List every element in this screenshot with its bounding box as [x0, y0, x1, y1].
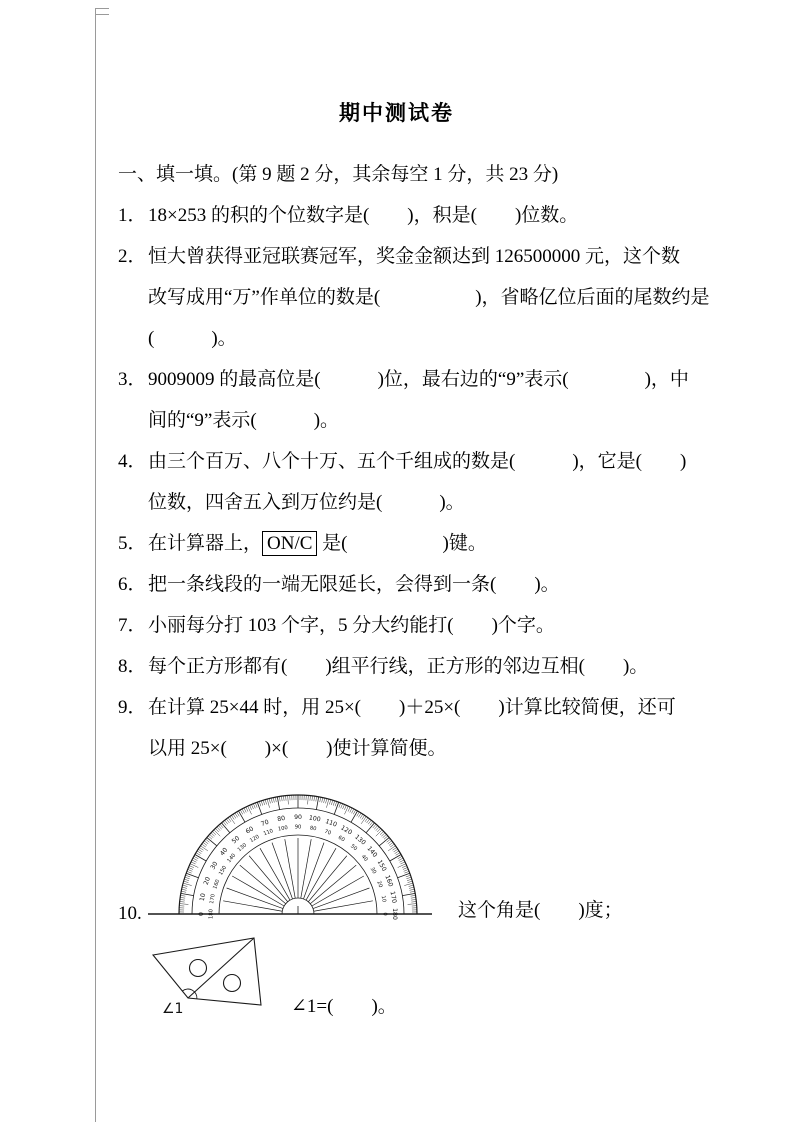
protractor-degree-label: 30: [209, 860, 220, 871]
page-border-left: [95, 8, 96, 1122]
protractor-degree-label: 80: [309, 825, 317, 833]
question-text: 在计算器上，: [148, 533, 263, 554]
protractor-degree-label: 40: [218, 846, 230, 858]
protractor-degree-label: 0: [381, 912, 388, 916]
protractor-caption: 这个角是( )度；: [458, 900, 623, 921]
question-item: [118, 687, 743, 769]
protractor-degree-label: 80: [276, 814, 286, 824]
question-text-line: 间的“9”表示( )。: [148, 410, 340, 431]
protractor-degree-label: 50: [230, 834, 242, 846]
question-body: [148, 359, 743, 441]
question-item: [118, 646, 743, 687]
protractor-degree-label: 160: [212, 878, 222, 891]
protractor-degree-label: 110: [324, 818, 338, 829]
protractor-degree-label: 180: [208, 909, 215, 919]
protractor-degree-label: 60: [336, 834, 346, 844]
question-item: [118, 195, 743, 236]
question-number: 5．: [118, 533, 147, 554]
section-header: 一、填一填。(第 9 题 2 分，其余每空 1 分，共 23 分): [118, 164, 559, 185]
question-number: 2．: [118, 246, 147, 267]
protractor-degree-label: 10: [198, 892, 208, 902]
question-text-line: [148, 523, 743, 564]
question-number: 7．: [118, 615, 147, 636]
question-text-line: 由三个百万、八个十万、五个千组成的数是( )，它是( ): [148, 451, 687, 472]
protractor-degree-label: 20: [202, 876, 212, 886]
question-text-line: 在计算 25×44 时，用 25×( )＋25×( )计算比较简便，还可: [148, 697, 676, 718]
angle-shape-figure: [148, 935, 283, 1017]
question-text-line: 位数，四舍五入到万位约是( )。: [148, 492, 465, 513]
protractor-degree-label: 140: [226, 852, 238, 865]
angle-caption: ∠1=( )。: [291, 996, 397, 1017]
question-number: 4．: [118, 451, 147, 472]
protractor-degree-label: 70: [323, 828, 332, 837]
question-number: 1．: [118, 205, 147, 226]
protractor-degree-label: 170: [208, 893, 217, 905]
protractor-degree-label: 170: [388, 890, 398, 904]
question-number: 3．: [118, 369, 147, 390]
question-text-line: ( )。: [148, 328, 237, 349]
question-item: [118, 523, 743, 564]
angle-shape-slot: [148, 935, 283, 1023]
question-10-part2: [148, 935, 743, 1023]
protractor-degree-label: 130: [353, 833, 367, 847]
question-text-line: 把一条线段的一端无限延长，会得到一条( )。: [148, 574, 560, 595]
question-text-line: 以用 25×( )×( )使计算简便。: [148, 738, 447, 759]
protractor-degree-label: 160: [383, 874, 394, 888]
protractor-degree-label: 150: [218, 864, 229, 877]
question-number: 6．: [118, 574, 147, 595]
protractor-degree-label: 120: [339, 824, 354, 837]
page-border-corner-tick: [95, 14, 109, 15]
protractor-degree-label: 140: [365, 845, 379, 859]
protractor-degree-label: 0: [198, 912, 205, 916]
page-border-corner-tick: [95, 8, 109, 9]
question-item: [118, 359, 743, 441]
question-body: [148, 236, 743, 359]
question-item: [118, 236, 743, 359]
protractor-degree-label: 180: [391, 908, 398, 920]
question-text-line: 改写成用“万”作单位的数是( )，省略亿位后面的尾数约是: [148, 287, 710, 308]
question-body: [148, 523, 743, 564]
question-item-10: [118, 769, 743, 927]
protractor-degree-label: 130: [236, 842, 249, 854]
protractor-degree-label: 120: [248, 834, 261, 845]
protractor-degree-label: 90: [294, 824, 302, 831]
protractor-degree-label: 10: [379, 895, 387, 903]
calculator-onc-key-box: ON/C: [262, 531, 317, 556]
question-item: [118, 605, 743, 646]
question-text-line: 恒大曾获得亚冠联赛冠军，奖金金额达到 126500000 元，这个数: [148, 246, 681, 267]
paper-content: [118, 154, 743, 1023]
question-body: [148, 441, 743, 523]
protractor-degree-label: 70: [260, 818, 270, 828]
page-title: 期中测试卷: [339, 102, 454, 125]
question-body: [148, 687, 743, 769]
protractor-degree-label: 110: [262, 828, 275, 838]
question-number: 9．: [118, 697, 147, 718]
question-body: [148, 195, 743, 236]
question-text-line: 每个正方形都有( )组平行线，正方形的邻边互相( )。: [148, 656, 649, 677]
protractor-figure-slot: [148, 769, 450, 927]
protractor-degree-label: 150: [375, 858, 388, 873]
protractor-degree-label: 20: [375, 880, 384, 889]
question-text-line: 9009009 的最高位是( )位，最右边的“9”表示( )，中: [148, 369, 689, 390]
protractor-degree-label: 60: [244, 825, 255, 836]
protractor-degree-label: 90: [294, 814, 302, 821]
protractor-degree-label: 100: [308, 814, 322, 824]
question-body: [148, 564, 743, 605]
protractor-degree-label: 30: [368, 866, 378, 876]
protractor-degree-label: 40: [359, 853, 369, 863]
question-item: [118, 564, 743, 605]
protractor-degree-label: 100: [277, 824, 289, 833]
question-text-line: 小丽每分打 103 个字，5 分大约能打( )个字。: [148, 615, 555, 636]
protractor-figure: [148, 769, 450, 921]
question-number: 10.: [118, 903, 142, 924]
question-item: [118, 441, 743, 523]
questions-list: [118, 195, 743, 769]
protractor-degree-label: 50: [349, 843, 359, 853]
angle-1-label: ∠1: [162, 1001, 184, 1017]
question-text: 是( )键。: [317, 533, 487, 554]
question-body: [148, 605, 743, 646]
question-number: 8．: [118, 656, 147, 677]
question-text-line: 18×253 的积的个位数字是( )，积是( )位数。: [148, 205, 579, 226]
question-body: [148, 646, 743, 687]
